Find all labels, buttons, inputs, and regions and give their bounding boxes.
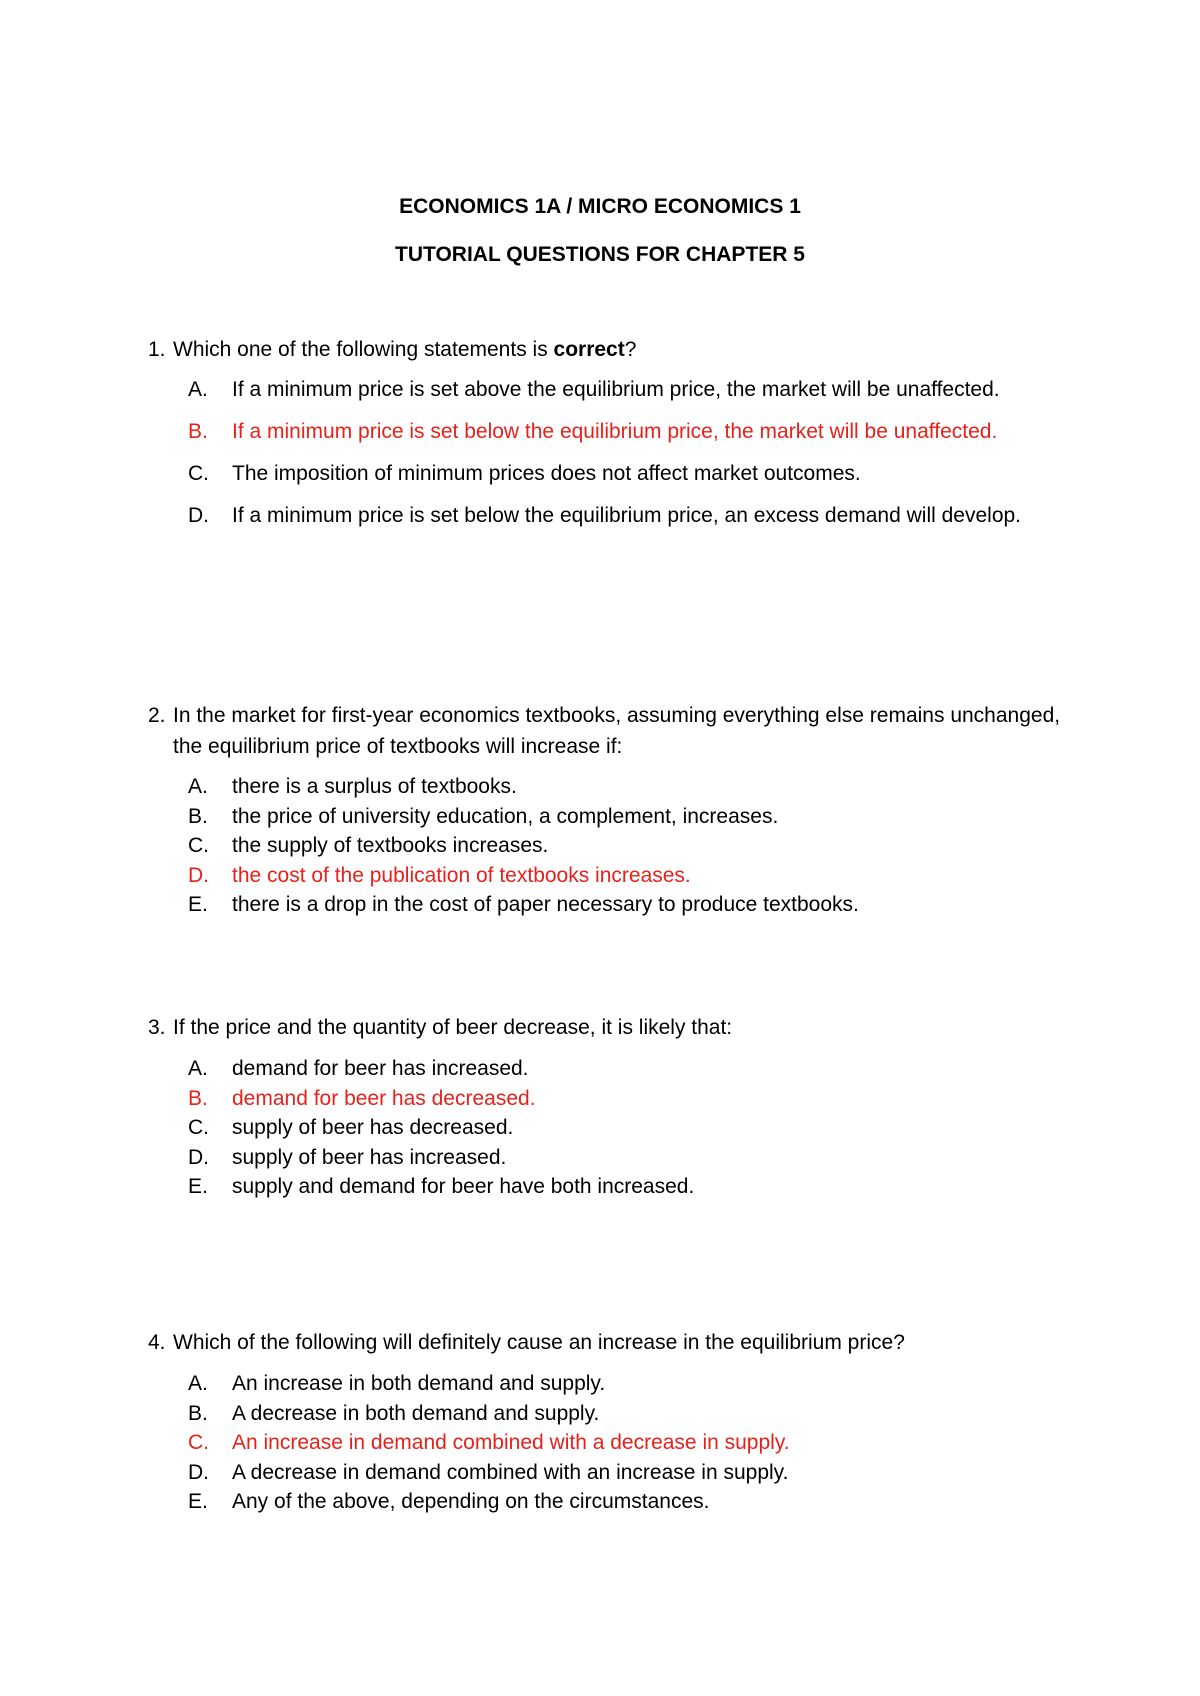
option-letter: C. <box>188 834 209 857</box>
answer-options <box>148 772 1068 920</box>
answer-option <box>148 890 1068 920</box>
question-number: 1. <box>148 338 166 361</box>
option-letter: A. <box>188 378 208 401</box>
option-letter: A. <box>188 775 208 798</box>
option-text: the cost of the publication of textbooks increases. <box>232 863 691 887</box>
option-text: there is a drop in the cost of paper necessary to produce textbooks. <box>232 893 859 916</box>
document-title: ECONOMICS 1A / MICRO ECONOMICS 1 <box>399 195 801 218</box>
answer-option <box>148 1369 1068 1399</box>
answer-option-correct <box>148 417 1068 447</box>
option-text: supply and demand for beer have both increased. <box>232 1175 695 1198</box>
option-text: An increase in demand combined with a decrease in supply. <box>232 1431 790 1454</box>
question-stem <box>148 1012 1068 1043</box>
answer-options <box>148 1054 1068 1202</box>
question-4 <box>148 1327 1068 1517</box>
option-text: demand for beer has decreased. <box>232 1086 536 1110</box>
question-3 <box>148 1012 1068 1202</box>
answer-option <box>148 1458 1068 1488</box>
option-letter: E. <box>188 1490 208 1513</box>
question-stem <box>148 700 1068 762</box>
answer-option <box>148 1172 1068 1202</box>
option-letter: E. <box>188 893 208 916</box>
option-letter: B. <box>188 1086 208 1110</box>
option-text: the price of university education, a complement, increases. <box>232 804 779 828</box>
answer-option <box>148 1054 1068 1084</box>
option-letter: B. <box>188 420 208 443</box>
answer-option <box>148 1113 1068 1143</box>
answer-options <box>148 375 1068 531</box>
option-text: If a minimum price is set below the equilibrium price, the market will be unaffected. <box>232 420 998 443</box>
question-stem-text-end: ? <box>624 338 637 361</box>
answer-option <box>148 802 1068 832</box>
question-number: 3. <box>148 1016 166 1039</box>
question-stem <box>148 1327 1068 1358</box>
question-2 <box>148 700 1068 920</box>
answer-option-correct <box>148 1428 1068 1458</box>
answer-option <box>148 1399 1068 1429</box>
question-stem-text: Which one of the following statements is <box>173 338 554 361</box>
option-letter: D. <box>188 1145 209 1169</box>
option-text: there is a surplus of textbooks. <box>232 775 517 798</box>
option-letter: D. <box>188 504 209 527</box>
option-text: supply of beer has decreased. <box>232 1116 514 1139</box>
answer-option <box>148 459 1068 489</box>
answer-option <box>148 772 1068 802</box>
answer-option <box>148 375 1068 405</box>
option-letter: C. <box>188 1431 209 1454</box>
document-subtitle: TUTORIAL QUESTIONS FOR CHAPTER 5 <box>395 243 805 266</box>
option-letter: E. <box>188 1175 208 1198</box>
option-text: The imposition of minimum prices does not affect market outcomes. <box>232 462 861 485</box>
option-text: If a minimum price is set above the equilibrium price, the market will be unaffected. <box>232 378 1000 401</box>
question-stem <box>148 334 1068 365</box>
answer-option <box>148 501 1068 531</box>
question-stem-text: Which of the following will definitely cause an increase in the equilibrium price? <box>173 1331 905 1354</box>
answer-option-correct <box>148 861 1068 891</box>
option-text: Any of the above, depending on the circumstances. <box>232 1490 710 1513</box>
answer-option-correct <box>148 1084 1068 1114</box>
option-letter: B. <box>188 804 208 828</box>
option-text: A decrease in both demand and supply. <box>232 1401 600 1425</box>
option-letter: D. <box>188 1460 209 1484</box>
question-number: 2. <box>148 704 166 727</box>
option-letter: A. <box>188 1057 208 1080</box>
question-stem-text: In the market for first-year economics textbooks, assuming everything else remains unchanged, the equilibrium price of textbooks will increase if: <box>173 704 1061 758</box>
option-letter: C. <box>188 462 209 485</box>
option-text: If a minimum price is set below the equilibrium price, an excess demand will develop. <box>232 504 1022 527</box>
answer-option <box>148 1143 1068 1173</box>
answer-options <box>148 1369 1068 1517</box>
option-text: supply of beer has increased. <box>232 1145 507 1169</box>
option-letter: C. <box>188 1116 209 1139</box>
option-text: the supply of textbooks increases. <box>232 834 549 857</box>
question-number: 4. <box>148 1331 166 1354</box>
question-stem-text: If the price and the quantity of beer decrease, it is likely that: <box>173 1016 733 1039</box>
answer-option <box>148 831 1068 861</box>
option-letter: A. <box>188 1372 208 1395</box>
question-1 <box>148 334 1068 543</box>
option-letter: B. <box>188 1401 208 1425</box>
option-letter: D. <box>188 863 209 887</box>
option-text: An increase in both demand and supply. <box>232 1372 606 1395</box>
option-text: A decrease in demand combined with an increase in supply. <box>232 1460 789 1484</box>
answer-option <box>148 1487 1068 1517</box>
question-stem-emphasis: correct <box>553 338 625 361</box>
option-text: demand for beer has increased. <box>232 1057 529 1080</box>
